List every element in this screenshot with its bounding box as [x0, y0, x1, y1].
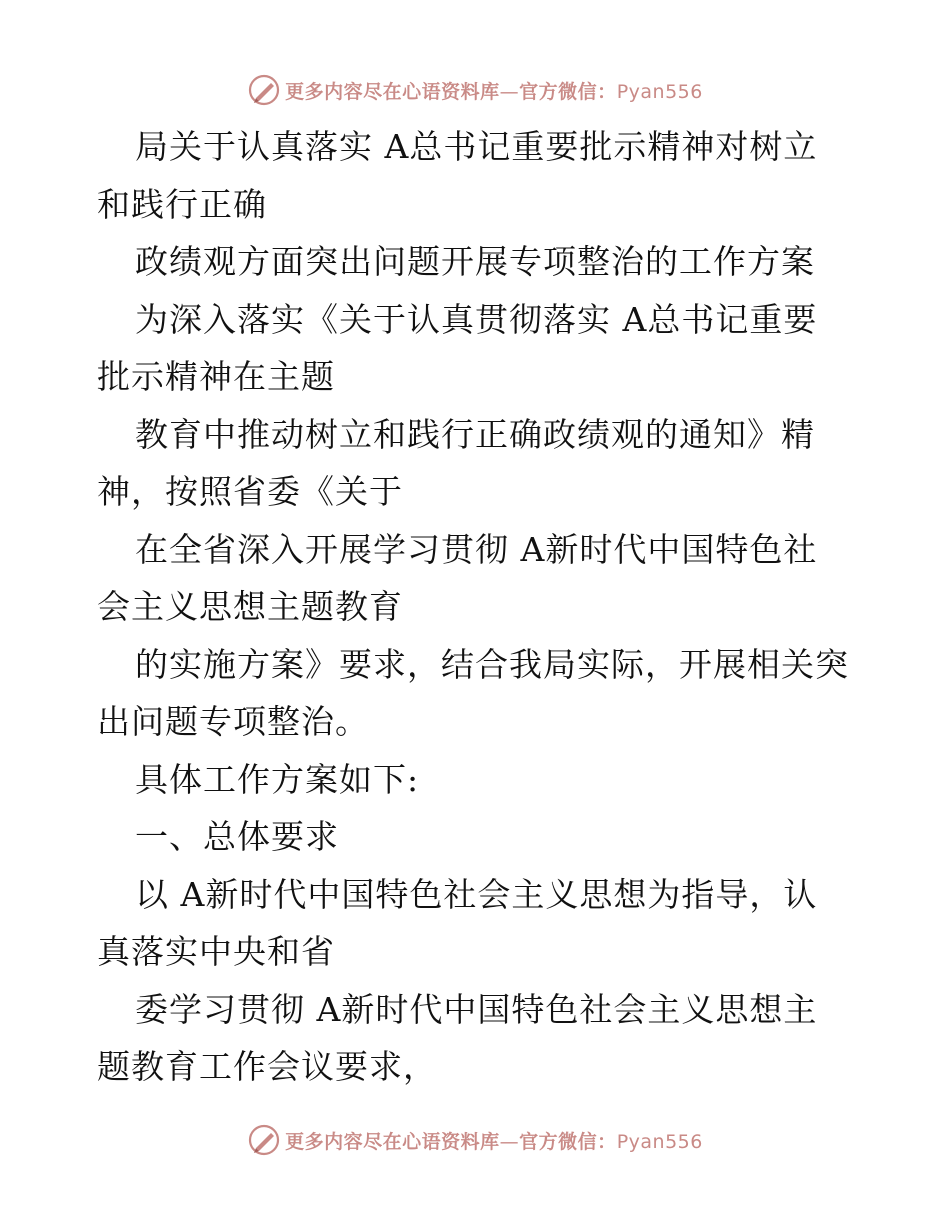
watermark-id: Pyan556 [616, 80, 703, 103]
footer-watermark [0, 1120, 950, 1160]
watermark-label: 官方微信： [519, 1130, 617, 1153]
pen-logo-icon [247, 1123, 281, 1157]
watermark-main: 更多内容尽在心语资料库 [285, 80, 500, 103]
watermark-dash: — [499, 80, 520, 103]
body-line: 以 A新时代中国特色社会主义思想为指导，认 [135, 874, 818, 914]
body-line: 和践行正确 [97, 184, 267, 224]
body-line: 出问题专项整治。 [97, 702, 369, 741]
body-line: 具体工作方案如下: [135, 759, 420, 799]
watermark-main: 更多内容尽在心语资料库 [285, 1130, 500, 1153]
body-line: 委学习贯彻 A新时代中国特色社会主义思想主 [135, 989, 818, 1029]
body-line: 的实施方案》要求，结合我局实际，开展相关突 [135, 644, 849, 684]
pen-logo-icon [247, 73, 281, 107]
header-watermark [0, 70, 950, 110]
body-line: 教育中推动树立和践行正确政绩观的通知》精 [135, 414, 815, 454]
body-line: 在全省深入开展学习贯彻 A新时代中国特色社 [135, 529, 818, 569]
body-line: 批示精神在主题 [97, 357, 335, 396]
watermark-dash: — [499, 1130, 520, 1153]
body-line: 为深入落实《关于认真贯彻落实 A总书记重要 [135, 299, 818, 339]
body-line: 真落实中央和省 [97, 932, 335, 971]
watermark-text [285, 77, 703, 104]
body-line: 政绩观方面突出问题开展专项整治的工作方案 [135, 242, 815, 281]
section-heading: 一、总体要求 [135, 817, 339, 856]
body-line: 会主义思想主题教育 [97, 587, 403, 626]
watermark-id: Pyan556 [616, 1130, 703, 1153]
document-body [97, 118, 857, 1096]
watermark-text [285, 1127, 703, 1154]
body-line: 神，按照省委《关于 [97, 472, 403, 511]
body-line: 题教育工作会议要求， [97, 1047, 437, 1086]
watermark-label: 官方微信： [519, 80, 617, 103]
body-line: 局关于认真落实 A总书记重要批示精神对树立 [135, 127, 818, 166]
